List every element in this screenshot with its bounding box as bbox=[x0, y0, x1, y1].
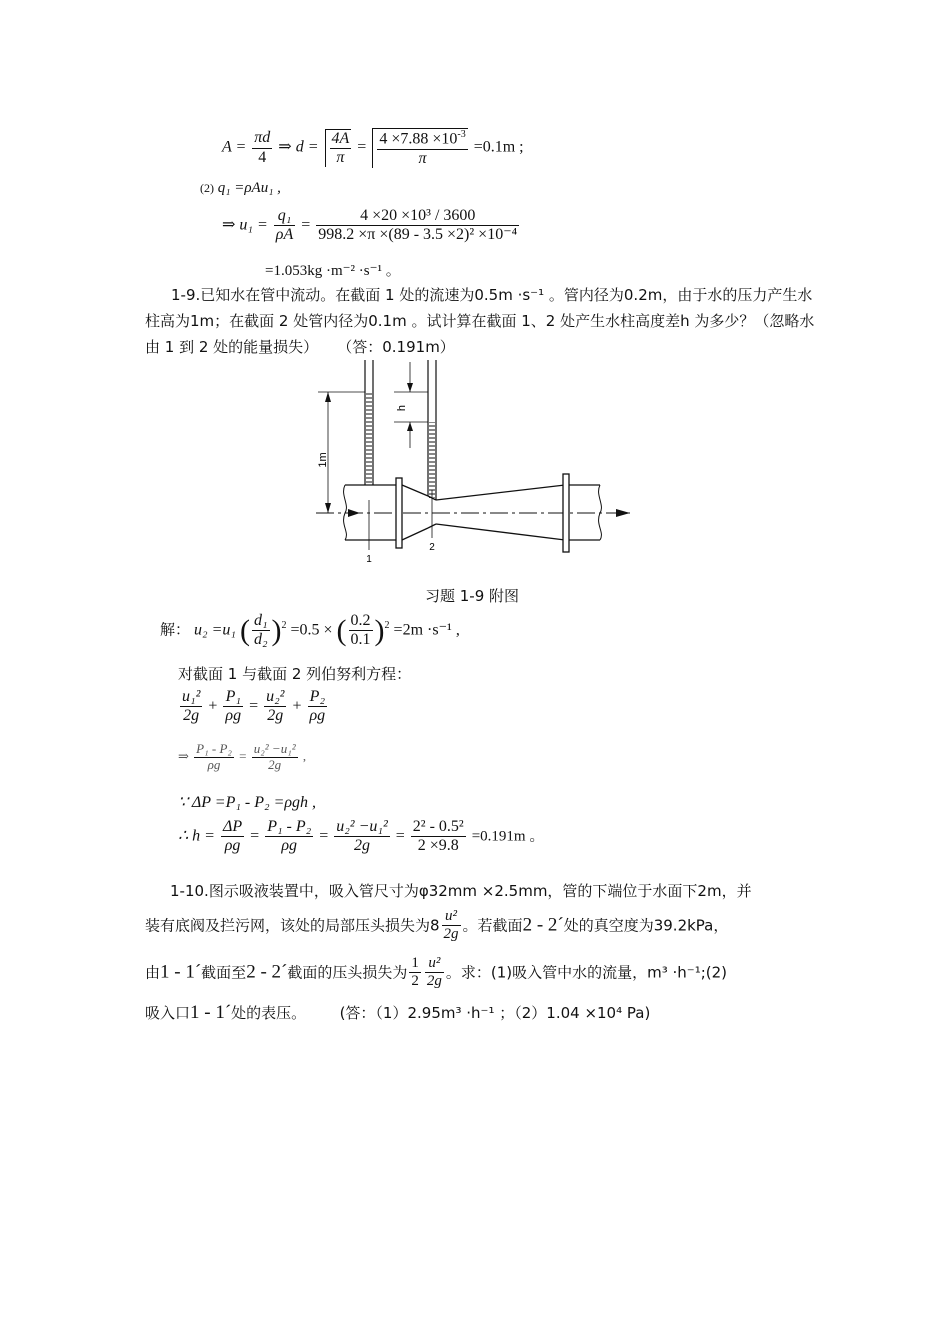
eq-u1: ⇒ u₁ = $\frac{\text{q₁}}{\rho A}$ = $\frac{\text{4 ×20 ×10³ / 3600}}{\text{998.2 ×π ×(89 - 3.5 ×2)² ×10⁻⁴}}$ bbox=[222, 207, 518, 244]
sqrt-4a-over-pi: $\frac{4A}{\pi}$ bbox=[325, 129, 352, 168]
bernoulli-intro: 对截面 1 与截面 2 列伯努利方程： bbox=[178, 665, 412, 683]
figure-caption: 习题 1-9 附图 bbox=[425, 587, 520, 605]
label-1m: 1m bbox=[317, 452, 329, 468]
problem-1-10-line3: 由1 - 1´截面至2 - 2´截面的压头损失为 $\frac{1}{2}$ $\frac{\text{u²}}{2g}$ 。求：(1)吸入管中水的流量，m³ ·h⁻¹;(2) bbox=[145, 955, 728, 990]
water-column-1 bbox=[366, 392, 372, 485]
eq-u1-result: =1.053kg ·m⁻² ·s⁻¹ 。 bbox=[265, 263, 401, 279]
eq-area: A = $\frac{\pi d}{4}$ ⇒ d = $\frac{4A}{\pi}$ = $\frac{4 \times 7.88 \times 10^{-3}}{\pi}$ =0.1m ; bbox=[222, 129, 524, 167]
sqrt-numeric: $\frac{4 \times 7.88 \times 10^{-3}}{\pi}$ bbox=[372, 128, 467, 168]
problem-1-10-line2: 装有底阀及拦污网，该处的局部压头损失为8 $\frac{\text{u²}}{2g}$ 。若截面2 - 2´处的真空度为39.2kPa， bbox=[145, 908, 729, 943]
step2-eq: ⇒ $\frac{\text{P₁ - P₂}}{\rho g}$ = $\frac{\text{u₂² −u₁²}}{2g}$ , bbox=[178, 741, 307, 772]
problem-1-9: 1-9.已知水在管中流动。在截面 1 处的流速为0.5m ·s⁻¹ 。管内径为0.2m，由于水的压力产生水柱高为1m；在截面 2 处管内径为0.1m 。试计算在截面 1、2 处产生水柱高度差h 为多少？（忽略水由 1 到 2 处的能量损失） （答：0.191m） bbox=[145, 286, 815, 356]
figure-venturi bbox=[310, 360, 640, 570]
problem-1-10-line1: 1-10.图示吸液装置中，吸入管尺寸为φ32mm ×2.5mm，管的下端位于水面下2m，并 bbox=[170, 882, 752, 900]
flow-arrow-inlet bbox=[348, 509, 360, 517]
label-section-1: 1 bbox=[366, 554, 372, 565]
flow-arrow-right bbox=[616, 509, 630, 517]
eq-q1: (2) q₁ =ρAu₁ , bbox=[200, 180, 281, 196]
label-section-2: 2 bbox=[429, 542, 435, 553]
problem-1-10-line4: 吸入口1 - 1´处的表压。 (答：（1）2.95m³ ·h⁻¹ ；（2）1.04 ×10⁴ Pa) bbox=[145, 1002, 651, 1023]
water-column-2 bbox=[429, 422, 435, 498]
therefore-eq: ∴ h = $\frac{\Delta P}{\rho g}$ = $\frac{\text{P₁ - P₂}}{\rho g}$ = $\frac{\text{u₂² −u₁²}}{2g}$ = $\frac{\text{2² - 0.5²}}{2 \times 9.8}$ =0.191m 。 bbox=[178, 818, 545, 855]
problem-1-10-answer: (答：（1）2.95m³ ·h⁻¹ ；（2）1.04 ×10⁴ Pa) bbox=[339, 1004, 651, 1022]
bernoulli-eq: $\frac{\text{u₁²}}{2g}$ + $\frac{\text{P₁}}{\rho g}$ = $\frac{\text{u₂²}}{2g}$ + $\frac{\text{P₂}}{\rho g}$ bbox=[182, 688, 326, 725]
solution-eq1: 解： u₂ =u₁ ( $\frac{\text{d₁}}{\text{d₂}}$ )$^2$ =0.5 × ( $\frac{0.2}{0.1}$ )$^2$ =2m ·s⁻¹ , bbox=[160, 612, 460, 649]
because-eq: ∵ ΔP =P₁ - P₂ =ρgh , bbox=[178, 794, 317, 811]
label-h: h bbox=[396, 404, 408, 412]
